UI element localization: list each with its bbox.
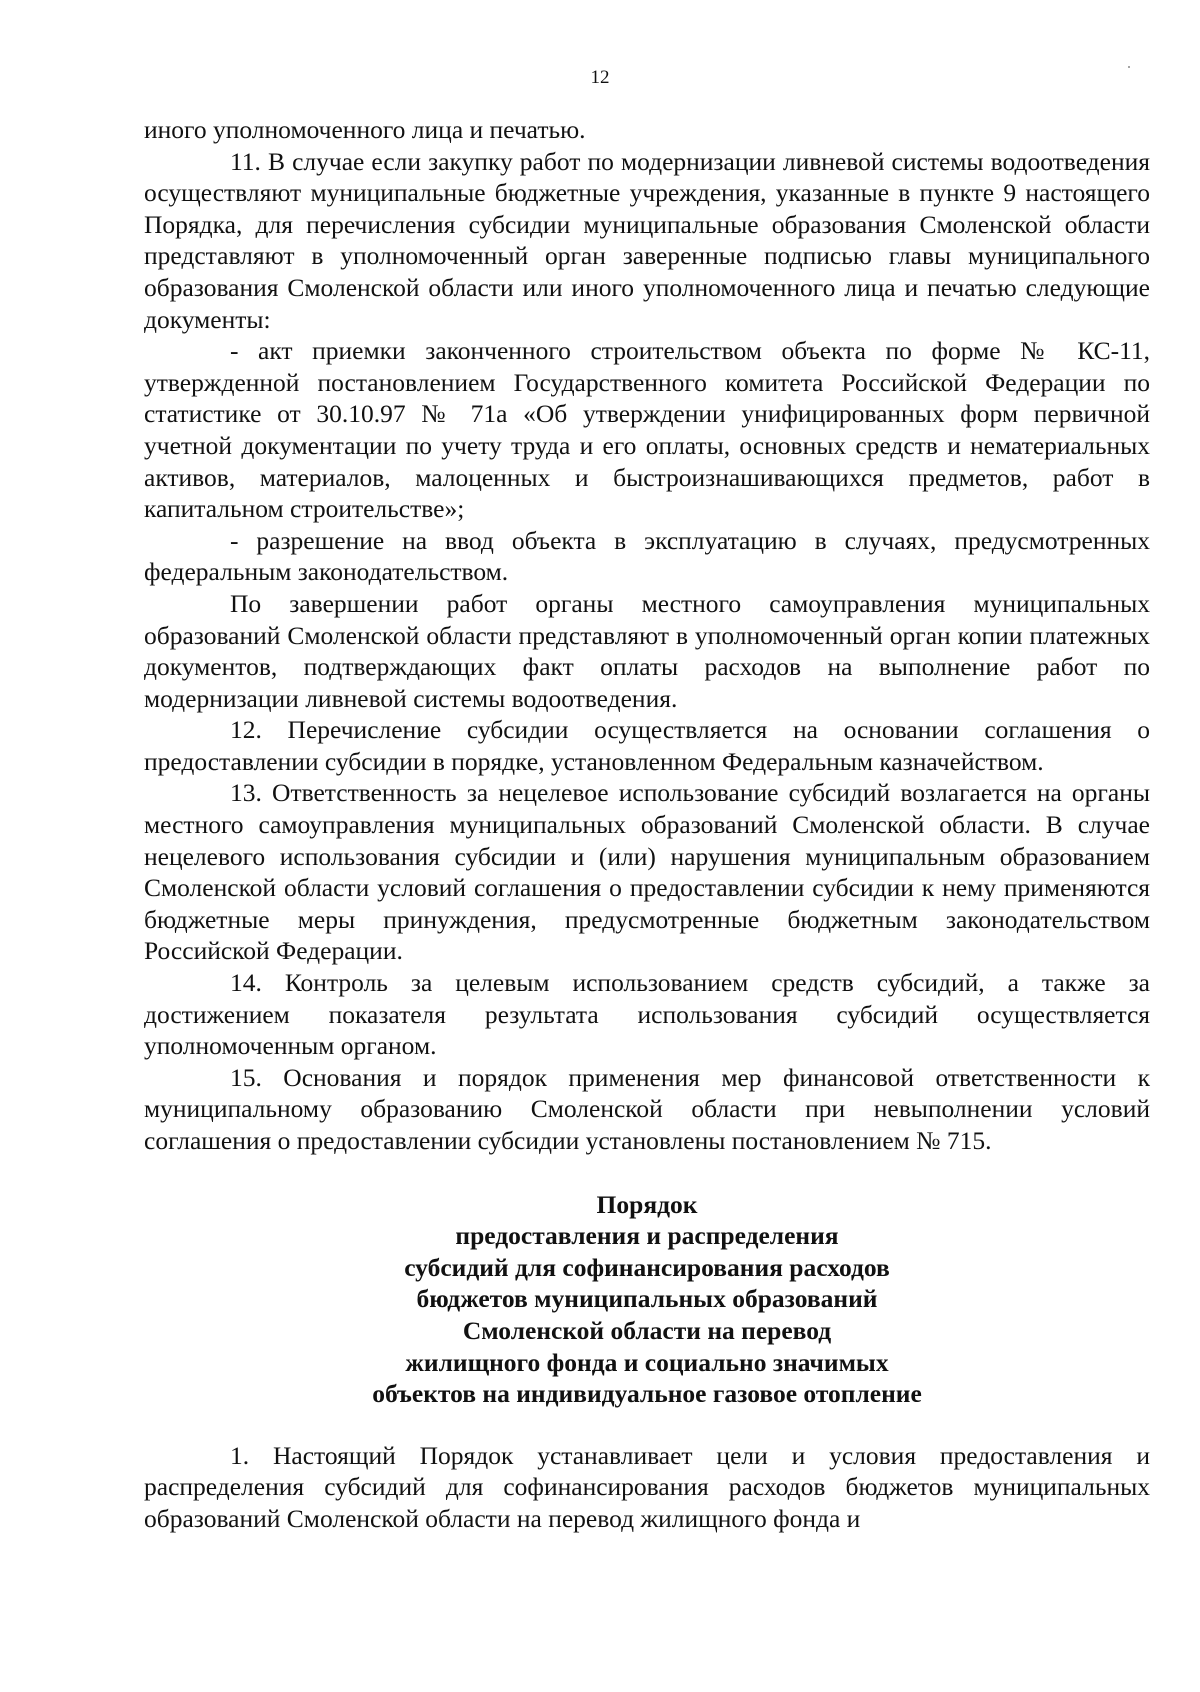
heading-line: предоставления и распределения xyxy=(455,1221,839,1251)
section-heading xyxy=(144,1189,1150,1410)
paragraph: 13. Ответственность за нецелевое использование субсидий возлагается на органы местного самоуправления муниципальных образований Смоленской области. В случае нецелевого использования субсидии и (или) нарушения муниципальным образованием Смоленской области условий соглашения о предоставлении субсидии к нему применяются бюджетные меры принуждения, предусмотренные бюджетным законодательством Российской Федерации. xyxy=(144,778,1150,966)
paragraphs-bottom xyxy=(144,1440,1150,1535)
paragraph: 11. В случае если закупку работ по модернизации ливневой системы водоотведения осуществляют муниципальные бюджетные учреждения, указанные в пункте 9 настоящего Порядка, для перечисления субсидии муниципальные образования Смоленской области представляют в уполномоченный орган заверенные подписью главы муниципального образования Смоленской области или иного уполномоченного лица и печатью следующие документы: xyxy=(144,146,1150,334)
paragraph: 15. Основания и порядок применения мер финансовой ответственности к муниципальному образованию Смоленской области при невыполнении условий соглашения о предоставлении субсидии установлены постановлением № 715. xyxy=(144,1062,1150,1155)
document-body xyxy=(144,114,1150,1535)
paragraph: По завершении работ органы местного самоуправления муниципальных образований Смоленской области представляют в уполномоченный орган копии платежных документов, подтверждающих факт оплаты расходов на выполнение работ по модернизации ливневой системы водоотведения. xyxy=(144,588,1150,713)
heading-line: объектов на индивидуальное газовое отопление xyxy=(372,1379,922,1409)
page-number: 12 xyxy=(590,67,610,88)
heading-line: жилищного фонда и социально значимых xyxy=(405,1347,889,1377)
heading-line: Смоленской области на перевод xyxy=(462,1315,832,1345)
heading-line: бюджетов муниципальных образований xyxy=(416,1284,878,1314)
paragraph: - разрешение на ввод объекта в эксплуатацию в случаях, предусмотренных федеральным законодательством. xyxy=(144,525,1150,587)
scan-speck xyxy=(1128,66,1130,68)
paragraph: 1. Настоящий Порядок устанавливает цели и условия предоставления и распределения субсидий для софинансирования расходов бюджетов муниципальных образований Смоленской области на перевод жилищного фонда и xyxy=(144,1440,1150,1533)
paragraph: 12. Перечисление субсидии осуществляется на основании соглашения о предоставлении субсидии в порядке, установленном Федеральным казначейством. xyxy=(144,715,1150,776)
paragraph: - акт приемки законченного строительством объекта по форме № КС-11, утвержденной постановлением Государственного комитета Российской Федерации по статистике от 30.10.97 № 71а «Об утверждении унифицированных форм первичной учетной документации по учету труда и его оплаты, основных средств и нематериальных активов, материалов, малоценных и быстроизнашивающихся предметов, работ в капитальном строительстве»; xyxy=(144,336,1150,524)
heading-line: Порядок xyxy=(596,1189,698,1219)
paragraph: 14. Контроль за целевым использованием средств субсидий, а также за достижением показателя результата использования субсидий осуществляется уполномоченным органом. xyxy=(144,968,1150,1061)
paragraphs-top xyxy=(144,114,1150,1157)
heading-line: субсидий для софинансирования расходов xyxy=(404,1252,890,1282)
paragraph: иного уполномоченного лица и печатью. xyxy=(144,115,586,144)
